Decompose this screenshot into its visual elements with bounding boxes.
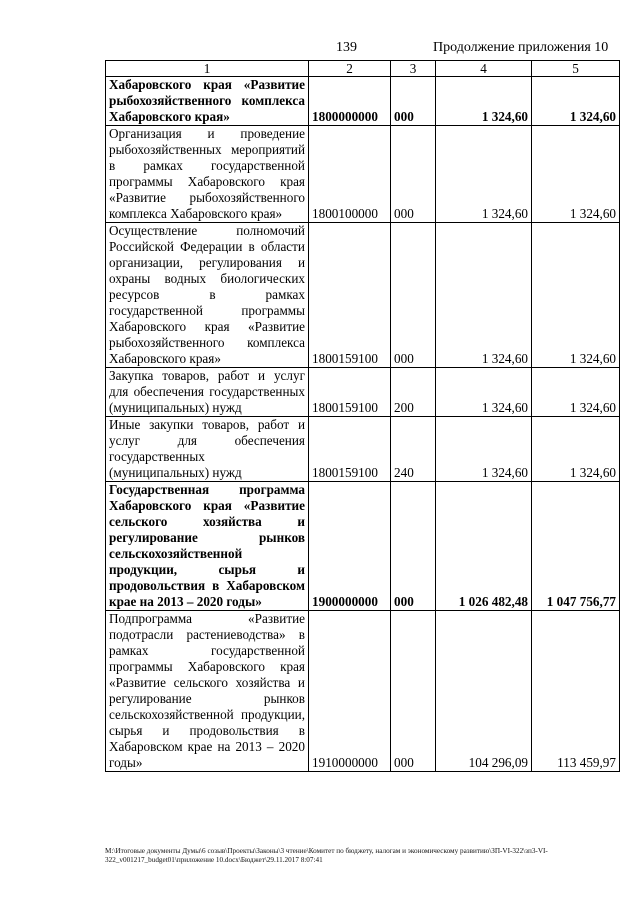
column-number: 3: [391, 61, 436, 77]
row-name: Иные закупки товаров, работ и услуг для обеспечения государственных (муниципальных) нужд: [106, 417, 309, 482]
row-target-code: 1900000000: [309, 482, 391, 611]
row-amount-2: 1 324,60: [532, 126, 620, 223]
page-number: 139: [336, 40, 357, 55]
budget-table: [105, 60, 620, 772]
row-amount-1: 1 324,60: [436, 368, 532, 417]
row-expense-type: 000: [391, 223, 436, 368]
table-row: [106, 126, 620, 223]
row-target-code: 1800000000: [309, 77, 391, 126]
row-amount-2: 1 324,60: [532, 368, 620, 417]
row-amount-1: 104 296,09: [436, 611, 532, 772]
row-expense-type: 240: [391, 417, 436, 482]
row-name: Осуществление полномочий Российской Федерации в области организации, регулирования и охраны водных биологических ресурсов в рамках государственной программы Хабаровского края «Развитие рыбохозяйственного комплекса Хабаровского края»: [106, 223, 309, 368]
row-name: Хабаровского края «Развитие рыбохозяйственного комплекса Хабаровского края»: [106, 77, 309, 126]
row-name: Подпрограмма «Развитие подотрасли растениеводства» в рамках государственной программы Хабаровского края «Развитие сельского хозяйства и регулирование рынков сельскохозяйственной продукции, сырья и продовольствия в Хабаровском крае на 2013 – 2020 годы»: [106, 611, 309, 772]
row-amount-2: 1 324,60: [532, 77, 620, 126]
document-path-footer: M:\Итоговые документы Думы\6 созыв\Проекты\Законы\3 чтение\Комитет по бюджету, налогам и экономическому развитию\ЗП-VI-322\зп3-VI-322_v001217_budget01\приложение 10.docx\Бюджет\29.11.2017 8:07:41: [105, 847, 548, 864]
table-row: [106, 482, 620, 611]
column-number: 4: [436, 61, 532, 77]
row-amount-1: 1 324,60: [436, 223, 532, 368]
row-target-code: 1800100000: [309, 126, 391, 223]
table-row: [106, 368, 620, 417]
row-amount-1: 1 026 482,48: [436, 482, 532, 611]
row-name: Закупка товаров, работ и услуг для обеспечения государственных (муниципальных) нужд: [106, 368, 309, 417]
table-row: [106, 611, 620, 772]
row-name: Организация и проведение рыбохозяйственных мероприятий в рамках государственной программы Хабаровского края «Развитие рыбохозяйственного комплекса Хабаровского края»: [106, 126, 309, 223]
column-number: 5: [532, 61, 620, 77]
row-amount-2: 1 324,60: [532, 223, 620, 368]
row-target-code: 1800159100: [309, 417, 391, 482]
table-row: [106, 223, 620, 368]
row-target-code: 1800159100: [309, 223, 391, 368]
column-number: 2: [309, 61, 391, 77]
row-expense-type: 200: [391, 368, 436, 417]
row-amount-2: 1 324,60: [532, 417, 620, 482]
row-amount-1: 1 324,60: [436, 77, 532, 126]
row-amount-2: 113 459,97: [532, 611, 620, 772]
appendix-continuation-title: Продолжение приложения 10: [433, 40, 609, 55]
column-number-row: [106, 61, 620, 77]
row-expense-type: 000: [391, 77, 436, 126]
row-expense-type: 000: [391, 611, 436, 772]
row-expense-type: 000: [391, 126, 436, 223]
table-row: [106, 77, 620, 126]
table-row: [106, 417, 620, 482]
column-number: 1: [106, 61, 309, 77]
row-amount-2: 1 047 756,77: [532, 482, 620, 611]
row-amount-1: 1 324,60: [436, 126, 532, 223]
row-amount-1: 1 324,60: [436, 417, 532, 482]
row-name: Государственная программа Хабаровского края «Развитие сельского хозяйства и регулирование рынков сельскохозяйственной продукции, сырья и продовольствия в Хабаровском крае на 2013 – 2020 годы»: [106, 482, 309, 611]
row-target-code: 1800159100: [309, 368, 391, 417]
row-target-code: 1910000000: [309, 611, 391, 772]
row-expense-type: 000: [391, 482, 436, 611]
